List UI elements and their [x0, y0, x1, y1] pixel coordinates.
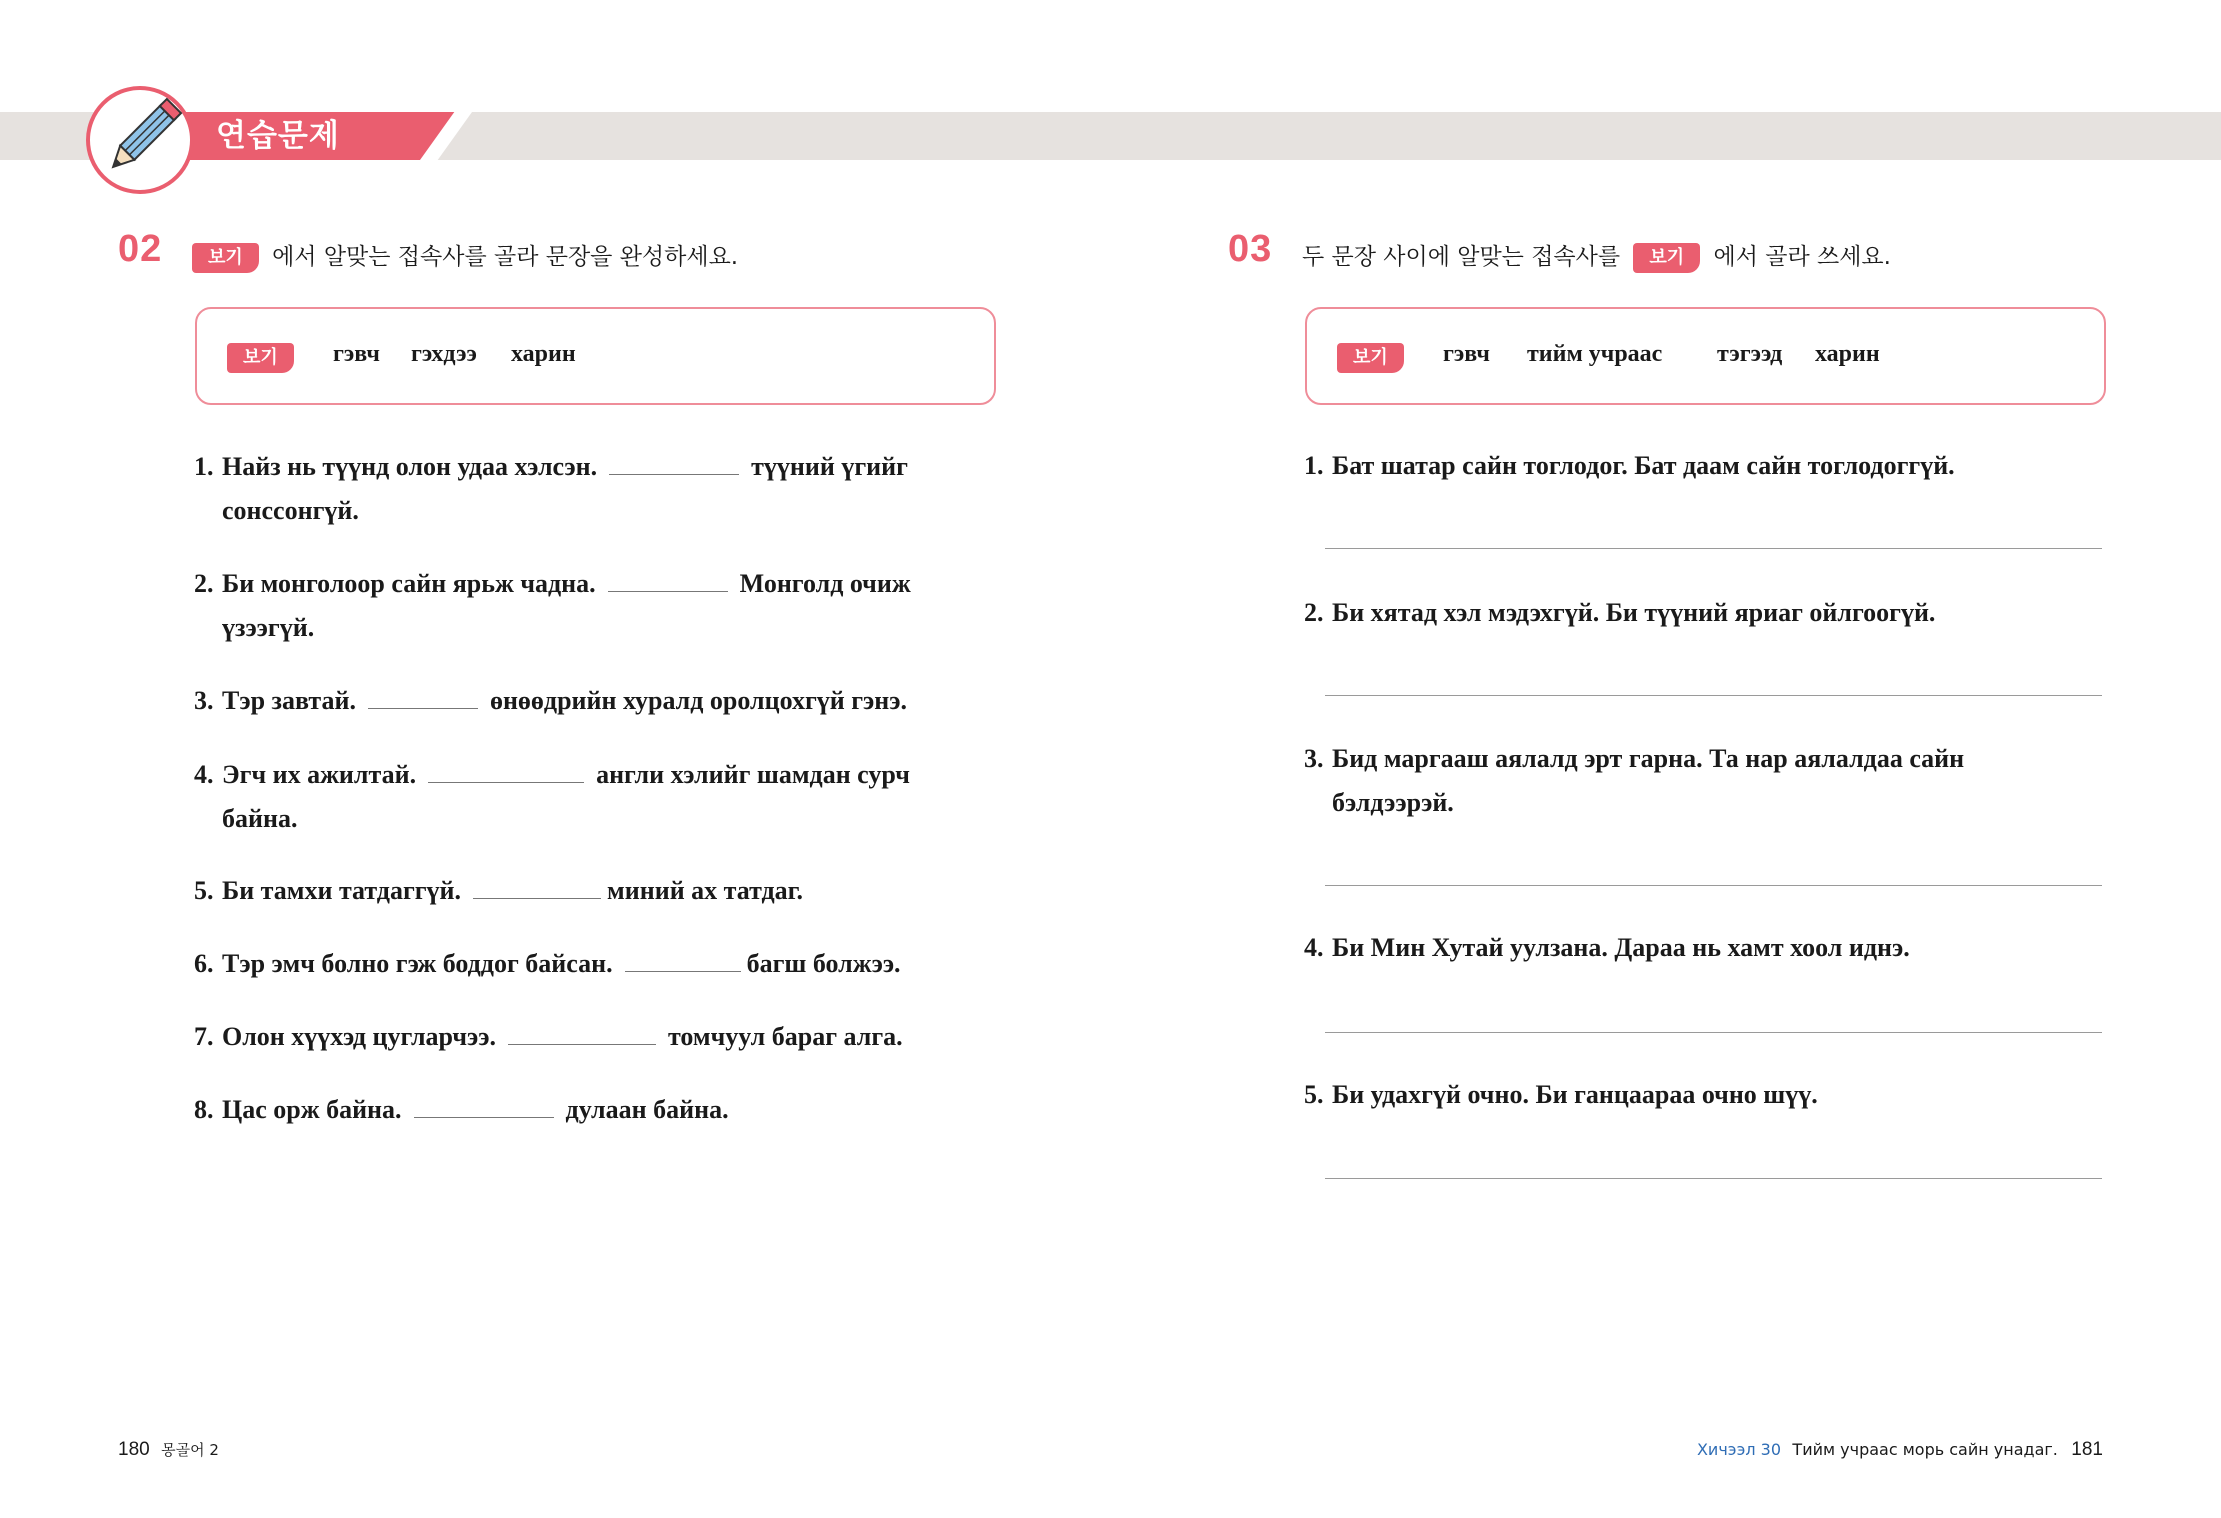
book-title: 몽골어 2 — [161, 1441, 219, 1459]
question-03-4: 4. Би Мин Хутай уулзана. Дараа нь хамт хоол иднэ. — [1304, 933, 1910, 962]
question-02-3: 3. Тэр завтай. өнөөдрийн хуралд оролцохгүй гэнэ. — [194, 678, 907, 723]
question-02-8: 8. Цас орж байна. дулаан байна. — [194, 1087, 729, 1132]
question-02-2: 2. Би монголоор сайн ярьж чадна. Монголд очиж үзээгүй. — [194, 561, 911, 650]
section-03-instruction — [1302, 238, 1891, 273]
answer-line[interactable] — [1325, 1178, 2102, 1179]
section-02-instruction — [192, 238, 738, 273]
answer-line[interactable] — [1325, 695, 2102, 696]
answer-blank[interactable] — [508, 1014, 656, 1045]
question-03-3: 3. Бид маргааш аялалд эрт гарна. Та нар аялалдаа сайн бэлдээрэй. — [1304, 744, 1965, 817]
word-option: харин — [1815, 341, 1880, 367]
question-02-7: 7. Олон хүүхэд цугларчээ. томчуул бараг алга. — [194, 1014, 903, 1059]
lesson-label: Хичээл 30 — [1696, 1440, 1782, 1459]
answer-blank[interactable] — [609, 444, 739, 475]
question-02-1: 1. Найз нь түүнд олон удаа хэлсэн. түүний үгийг сонссонгүй. — [194, 444, 908, 533]
section-03-number: 03 — [1228, 228, 1273, 270]
word-option: гэхдээ — [411, 341, 477, 367]
question-02-4: 4. Эгч их ажилтай. англи хэлийг шамдан сурч байна. — [194, 752, 910, 841]
pencil-icon — [90, 90, 190, 190]
answer-line[interactable] — [1325, 548, 2102, 549]
question-02-6: 6. Тэр эмч болно гэж боддог байсан. багш болжээ. — [194, 941, 901, 986]
question-03-5: 5. Би удахгүй очно. Би ганцаараа очно шүү. — [1304, 1080, 1818, 1109]
answer-blank[interactable] — [368, 678, 478, 709]
section-02-number: 02 — [118, 228, 163, 270]
pencil-badge — [86, 86, 194, 194]
answer-line[interactable] — [1325, 885, 2102, 886]
question-02-5: 5. Би тамхи татдаггүй. миний ах татдаг. — [194, 868, 803, 913]
word-option: гэвч — [333, 341, 380, 367]
page-number-left: 180 — [118, 1439, 150, 1460]
answer-line[interactable] — [1325, 1032, 2102, 1033]
question-03-1: 1. Бат шатар сайн тоглодог. Бат даам сайн тоглодоггүй. — [1304, 451, 1955, 480]
answer-blank[interactable] — [473, 868, 601, 899]
section-03-instruction-text: 두 문장 사이에 알맞는 접속사를 — [1302, 244, 1621, 270]
page-number-right: 181 — [2071, 1439, 2103, 1460]
section-02-word-box — [195, 307, 996, 405]
footer-left — [118, 1439, 219, 1461]
answer-blank[interactable] — [428, 752, 584, 783]
word-option: гэвч — [1443, 341, 1490, 367]
word-option: тийм учраас — [1527, 341, 1663, 367]
bogi-label: 보기 — [192, 243, 259, 273]
word-option: тэгээд — [1717, 341, 1783, 367]
bogi-label: 보기 — [1633, 243, 1700, 273]
section-03-instruction-text-2: 에서 골라 쓰세요. — [1713, 244, 1891, 270]
lesson-title: Тийм учраас морь сайн унадаг. — [1792, 1440, 2058, 1459]
word-option: харин — [511, 341, 576, 367]
footer-right — [1697, 1439, 2103, 1461]
header-title: 연습문제 — [216, 118, 340, 154]
question-03-2: 2. Би хятад хэл мэдэхгүй. Би түүний яриаг ойлгоогүй. — [1304, 598, 1936, 627]
answer-blank[interactable] — [625, 941, 741, 972]
section-02-instruction-text: 에서 알맞는 접속사를 골라 문장을 완성하세요. — [272, 244, 739, 270]
answer-blank[interactable] — [608, 561, 728, 592]
section-03-word-box — [1305, 307, 2106, 405]
word-box-label: 보기 — [227, 343, 294, 373]
word-box-label: 보기 — [1337, 343, 1404, 373]
answer-blank[interactable] — [414, 1087, 554, 1118]
